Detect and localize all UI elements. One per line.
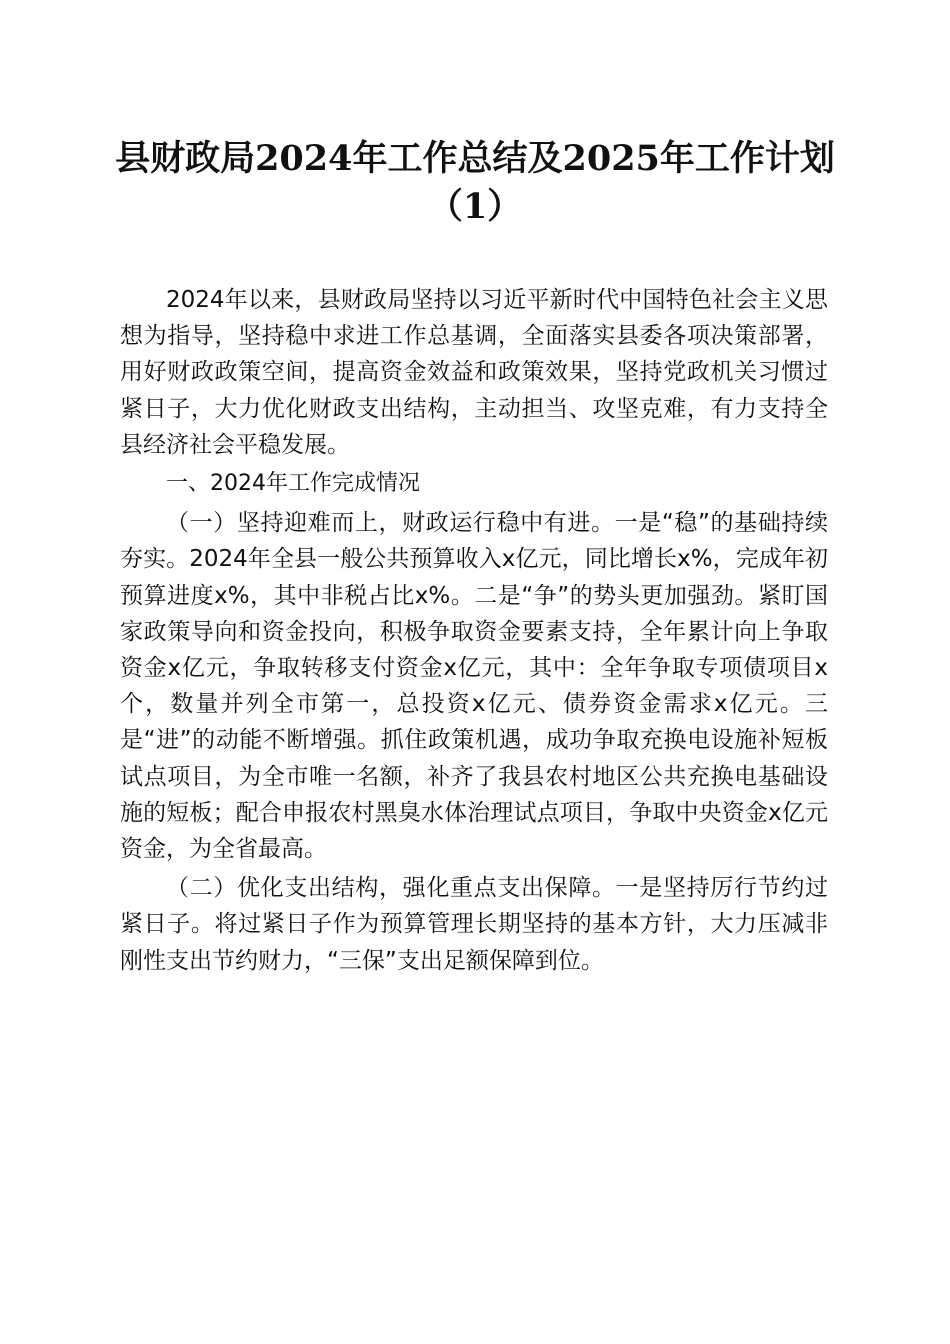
- section1-paragraph-2: （二）优化支出结构，强化重点支出保障。一是坚持厉行节约过紧日子。将过紧日子作为预算管理长期坚持的基本方针，大力压减非刚性支出节约财力，“三保”支出足额保障到位。: [120, 875, 828, 974]
- section-heading: 一、2024年工作完成情况: [166, 471, 420, 497]
- document-body: [120, 282, 828, 979]
- document-title-number: （1）: [427, 186, 523, 227]
- intro-paragraph: 2024年以来，县财政局坚持以习近平新时代中国特色社会主义思想为指导，坚持稳中求进工作总基调，全面落实县委各项决策部署，用好财政政策空间，提高资金效益和政策效果，坚持党政机关习惯过紧日子，大力优化财政支出结构，主动担当、攻坚克难，有力支持全县经济社会平稳发展。: [120, 287, 828, 458]
- document-title: 县财政局2024年工作总结及2025年工作计划: [115, 138, 835, 179]
- section1-paragraph-1: （一）坚持迎难而上，财政运行稳中有进。一是“稳”的基础持续夯实。2024年全县一般公共预算收入x亿元，同比增长x%，完成年初预算进度x%，其中非税占比x%。二是“争”的势头更加强劲。紧盯国家政策导向和资金投向，积极争取资金要素支持，全年累计向上争取资金x亿元，争取转移支付资金x亿元，其中：全年争取专项债项目x个，数量并列全市第一，总投资x亿元、债券资金需求x亿元。三是“进”的动能不断增强。抓住政策机遇，成功争取充换电设施补短板试点项目，为全市唯一名额，补齐了我县农村地区公共充换电基础设施的短板；配合申报农村黑臭水体治理试点项目，争取中央资金x亿元资金，为全省最高。: [120, 510, 828, 863]
